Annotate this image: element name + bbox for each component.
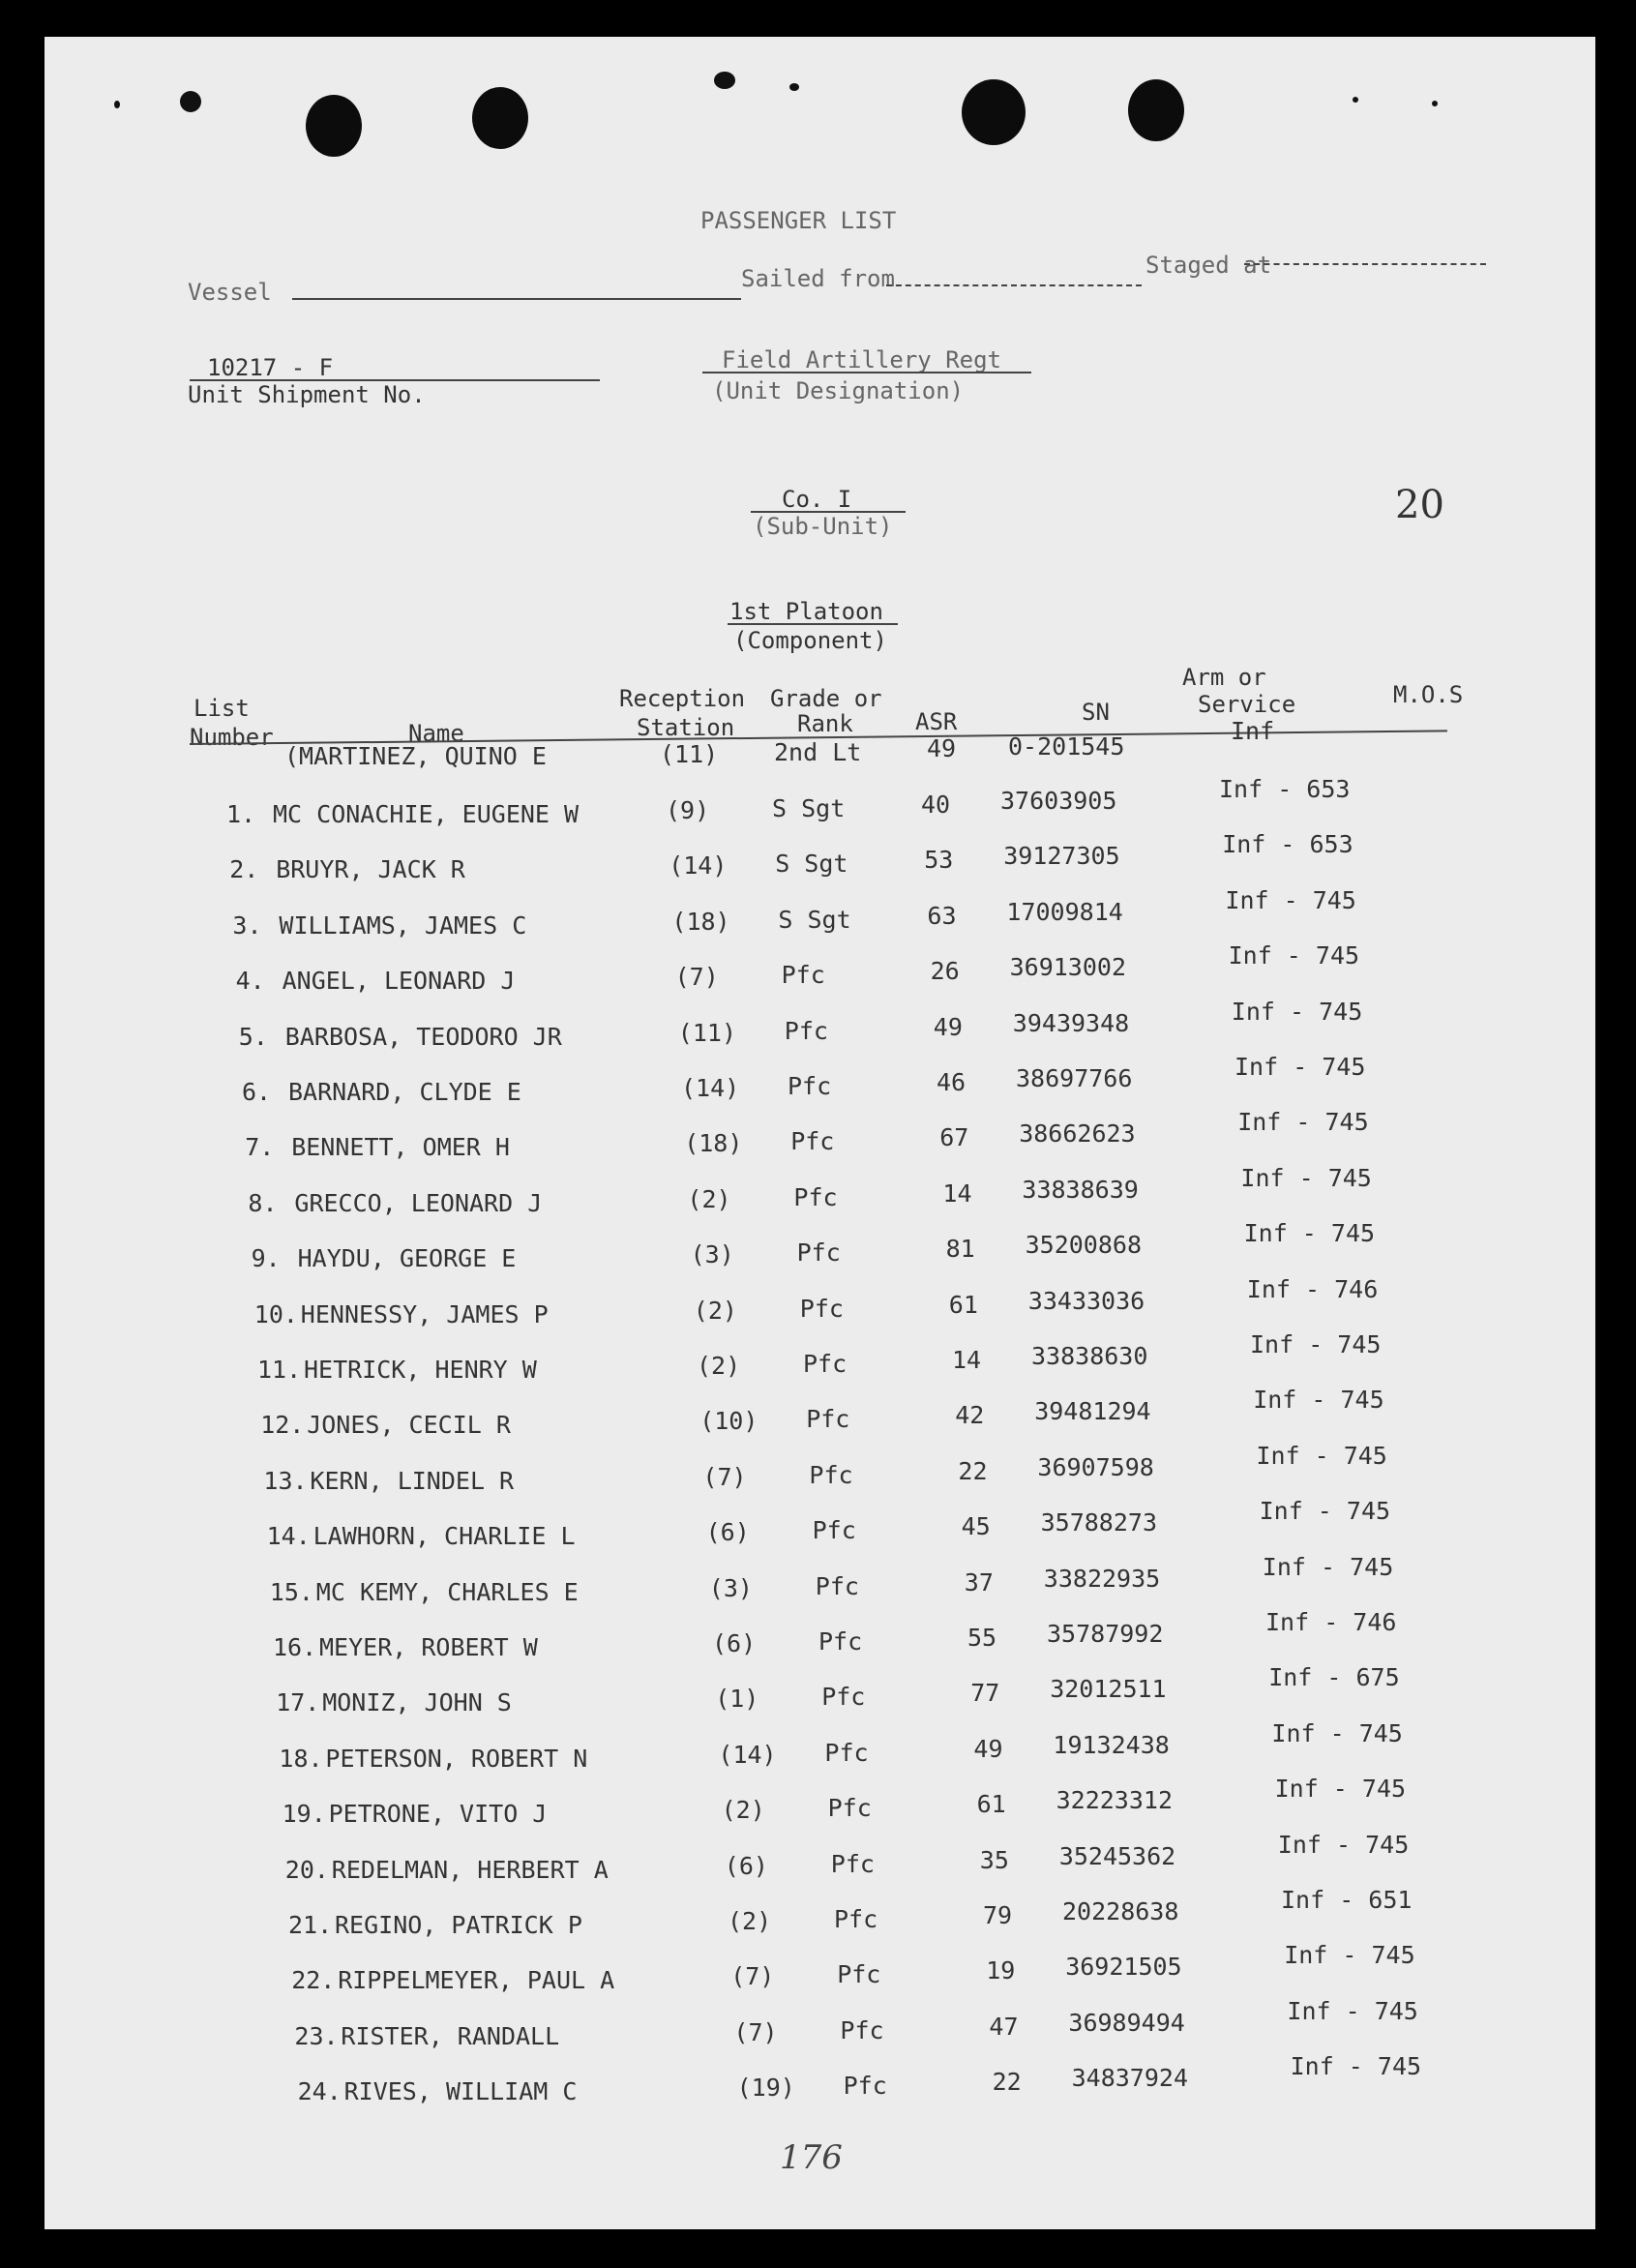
col-station: Station: [637, 714, 735, 741]
unit-designation-label: (Unit Designation): [712, 377, 965, 404]
officer-grade: 2nd Lt: [774, 738, 862, 766]
row-sn: 38697766: [1016, 1064, 1133, 1092]
component-label: (Component): [733, 627, 887, 654]
row-asr: 61: [948, 1290, 978, 1319]
row-station: (3): [708, 1573, 753, 1602]
vessel-line: [292, 298, 741, 300]
row-sn: 39127305: [1003, 842, 1120, 871]
row-number: 15.: [269, 1577, 313, 1606]
row-grade: Pfc: [799, 1294, 844, 1323]
row-sn: 39481294: [1034, 1397, 1151, 1426]
row-sn: 35788273: [1040, 1508, 1158, 1537]
row-number: 10.: [253, 1299, 298, 1328]
row-arm: Inf - 745: [1228, 941, 1360, 970]
unit-shipment-label: Unit Shipment No.: [188, 381, 426, 408]
row-number: 11.: [257, 1356, 302, 1384]
row-station: (2): [721, 1796, 765, 1825]
row-number: 3.: [232, 910, 262, 940]
row-station: (2): [687, 1184, 731, 1213]
row-station: (7): [733, 2017, 778, 2046]
row-grade: Pfc: [837, 1960, 881, 1989]
ink-speck: [714, 72, 735, 89]
staged-at-label: Staged at: [1145, 252, 1272, 279]
officer-station: (11): [660, 740, 719, 768]
officer-arm: Inf: [1231, 717, 1275, 745]
row-number: 9.: [251, 1244, 281, 1273]
ink-speck: [1432, 101, 1438, 106]
row-arm: Inf - 746: [1246, 1274, 1379, 1303]
row-asr: 47: [989, 2012, 1019, 2041]
officer-sn: 0-201545: [1008, 732, 1125, 761]
punch-hole: [306, 95, 362, 157]
col-name: Name: [408, 720, 464, 747]
row-arm: Inf - 745: [1271, 1718, 1403, 1747]
row-asr: 14: [952, 1346, 982, 1374]
row-number: 12.: [260, 1411, 305, 1440]
col-reception: Reception: [619, 685, 746, 712]
row-grade: Pfc: [806, 1405, 850, 1434]
row-number: 23.: [294, 2021, 339, 2050]
row-number: 24.: [297, 2077, 342, 2106]
row-asr: 14: [942, 1179, 972, 1208]
row-station: (19): [736, 2074, 795, 2103]
officer-asr: 49: [927, 734, 957, 762]
row-grade: Pfc: [803, 1350, 848, 1378]
row-grade: Pfc: [830, 1849, 875, 1878]
component-line: [728, 623, 898, 625]
sub-unit-label: (Sub-Unit): [753, 513, 893, 540]
row-arm: Inf - 746: [1265, 1608, 1397, 1636]
row-asr: 46: [937, 1068, 967, 1096]
row-name: MC CONACHIE, EUGENE W: [273, 800, 580, 828]
row-grade: S Sgt: [775, 850, 848, 879]
ink-speck: [789, 83, 799, 91]
row-name: PETRONE, VITO J: [328, 1800, 548, 1829]
row-sn: 33838639: [1022, 1175, 1139, 1204]
row-grade: Pfc: [818, 1627, 863, 1656]
row-asr: 61: [976, 1790, 1006, 1819]
sailed-from-label: Sailed from: [741, 265, 895, 292]
vessel-label: Vessel: [188, 279, 272, 306]
row-station: (7): [730, 1962, 775, 1991]
row-station: (2): [693, 1296, 737, 1325]
row-arm: Inf - 653: [1222, 830, 1353, 859]
row-asr: 53: [924, 846, 954, 875]
row-number: 2.: [229, 855, 259, 884]
row-asr: 40: [921, 791, 951, 819]
row-name: HENNESSY, JAMES P: [300, 1299, 549, 1328]
row-arm: Inf - 653: [1219, 775, 1351, 803]
unit-designation: Field Artillery Regt: [722, 346, 1001, 373]
row-grade: Pfc: [788, 1072, 832, 1100]
row-grade: Pfc: [793, 1182, 838, 1211]
row-number: 7.: [245, 1133, 275, 1162]
row-asr: 67: [939, 1123, 969, 1152]
row-asr: 45: [961, 1512, 991, 1541]
row-number: 1.: [226, 800, 256, 828]
row-name: HETRICK, HENRY W: [304, 1356, 537, 1384]
row-asr: 49: [973, 1734, 1003, 1763]
row-sn: 35787992: [1047, 1620, 1164, 1648]
row-sn: 34837924: [1071, 2064, 1189, 2093]
row-asr: 77: [970, 1679, 1000, 1708]
col-asr: ASR: [915, 708, 958, 735]
row-station: (10): [699, 1407, 759, 1436]
row-arm: Inf - 745: [1259, 1497, 1391, 1526]
sailed-from-line: [886, 284, 1142, 286]
row-name: BRUYR, JACK R: [276, 855, 465, 884]
punch-hole: [1128, 79, 1184, 141]
col-list: List: [193, 695, 250, 722]
row-asr: 42: [955, 1401, 985, 1430]
row-station: (1): [715, 1685, 759, 1714]
row-station: (9): [666, 796, 710, 824]
row-number: 19.: [282, 1800, 326, 1829]
row-name: MEYER, ROBERT W: [319, 1633, 538, 1661]
row-station: (14): [681, 1074, 740, 1102]
row-sn: 32223312: [1056, 1786, 1174, 1815]
row-arm: Inf - 745: [1243, 1219, 1376, 1248]
row-number: 22.: [291, 1966, 336, 1995]
row-asr: 49: [933, 1012, 963, 1041]
row-asr: 22: [992, 2068, 1022, 2097]
row-arm: Inf - 745: [1250, 1330, 1382, 1358]
row-sn: 36989494: [1068, 2008, 1185, 2037]
row-name: RIPPELMEYER, PAUL A: [338, 1966, 615, 1995]
punch-hole: [962, 79, 1026, 145]
row-grade: Pfc: [796, 1238, 841, 1268]
col-grade: Grade or: [770, 685, 882, 712]
col-sn: SN: [1082, 699, 1110, 726]
sub-unit: Co. I: [782, 486, 852, 513]
ink-speck: [114, 101, 120, 108]
row-station: (6): [724, 1851, 768, 1880]
row-name: REDELMAN, HERBERT A: [331, 1855, 609, 1884]
staged-at-line: [1244, 263, 1486, 265]
col-rank: Rank: [797, 710, 853, 737]
row-arm: Inf - 745: [1240, 1163, 1372, 1192]
row-grade: Pfc: [821, 1683, 866, 1712]
row-number: 14.: [266, 1522, 311, 1551]
row-sn: 19132438: [1053, 1730, 1170, 1759]
row-station: (18): [671, 907, 730, 936]
punch-hole: [472, 87, 528, 149]
row-arm: Inf - 745: [1225, 885, 1356, 914]
row-number: 13.: [263, 1466, 308, 1495]
row-grade: Pfc: [843, 2072, 887, 2101]
row-arm: Inf - 745: [1262, 1552, 1394, 1581]
row-grade: S Sgt: [778, 905, 851, 934]
row-grade: Pfc: [827, 1794, 872, 1823]
row-sn: 36907598: [1037, 1452, 1154, 1481]
row-asr: 22: [958, 1456, 988, 1485]
row-sn: 35200868: [1025, 1231, 1143, 1260]
row-name: REGINO, PATRICK P: [335, 1911, 582, 1939]
row-station: (7): [702, 1462, 747, 1491]
row-arm: Inf - 745: [1290, 2052, 1422, 2081]
row-sn: 33822935: [1043, 1564, 1161, 1593]
row-grade: Pfc: [834, 1905, 878, 1933]
row-name: BARNARD, CLYDE E: [288, 1078, 521, 1106]
row-grade: Pfc: [784, 1016, 828, 1045]
row-arm: Inf - 675: [1268, 1663, 1400, 1692]
page-number: 20: [1395, 483, 1444, 527]
row-station: (2): [697, 1352, 741, 1380]
row-sn: 37603905: [1000, 787, 1117, 815]
row-sn: 36921505: [1065, 1953, 1182, 1982]
row-grade: Pfc: [840, 2015, 884, 2044]
col-arm-or: Arm or: [1182, 664, 1266, 691]
row-sn: 38662623: [1019, 1119, 1136, 1149]
officer-name: (MARTINEZ, QUINO E: [284, 742, 547, 770]
row-asr: 35: [979, 1845, 1009, 1874]
row-number: 17.: [276, 1688, 320, 1717]
row-number: 18.: [279, 1744, 323, 1773]
row-asr: 81: [945, 1235, 975, 1264]
row-asr: 79: [983, 1901, 1013, 1929]
row-station: (11): [677, 1018, 737, 1047]
row-sn: 39439348: [1012, 1008, 1130, 1037]
row-grade: S Sgt: [772, 794, 846, 822]
row-name: LAWHORN, CHARLIE L: [312, 1522, 576, 1551]
col-service: Service: [1198, 691, 1296, 718]
row-grade: Pfc: [815, 1571, 859, 1600]
row-grade: Pfc: [812, 1516, 856, 1545]
row-station: (2): [728, 1907, 772, 1935]
row-grade: Pfc: [809, 1460, 853, 1489]
row-asr: 55: [967, 1624, 997, 1652]
row-arm: Inf - 745: [1231, 997, 1363, 1026]
ink-speck: [1353, 97, 1358, 103]
row-sn: 17009814: [1006, 897, 1123, 926]
unit-designation-line: [702, 372, 1031, 373]
row-number: 21.: [288, 1911, 333, 1939]
row-name: BARBOSA, TEODORO JR: [284, 1022, 562, 1051]
row-station: (6): [712, 1629, 757, 1657]
row-grade: Pfc: [824, 1738, 869, 1767]
row-station: (14): [669, 851, 728, 880]
row-station: (7): [674, 963, 719, 992]
row-arm: Inf - 651: [1281, 1886, 1413, 1914]
document-title: PASSENGER LIST: [700, 207, 897, 234]
row-name: MONIZ, JOHN S: [322, 1688, 512, 1717]
handwritten-number: 176: [780, 2138, 843, 2177]
col-number: Number: [190, 724, 274, 751]
row-arm: Inf - 745: [1253, 1386, 1384, 1415]
row-asr: 37: [964, 1567, 994, 1597]
row-number: 16.: [273, 1633, 317, 1661]
row-sn: 33838630: [1031, 1342, 1148, 1370]
row-name: PETERSON, ROBERT N: [325, 1744, 588, 1773]
row-number: 4.: [235, 967, 265, 996]
row-sn: 33433036: [1027, 1286, 1145, 1315]
row-name: ANGEL, LEONARD J: [282, 967, 516, 996]
row-name: GRECCO, LEONARD J: [294, 1188, 543, 1217]
col-mos: M.O.S: [1393, 681, 1464, 708]
row-name: JONES, CECIL R: [307, 1411, 511, 1440]
ink-speck: [180, 91, 201, 112]
row-name: MC KEMY, CHARLES E: [315, 1577, 579, 1606]
row-name: BENNETT, OMER H: [291, 1133, 510, 1162]
row-sn: 20228638: [1062, 1897, 1179, 1925]
row-grade: Pfc: [790, 1127, 835, 1156]
row-name: RISTER, RANDALL: [341, 2021, 560, 2050]
row-station: (14): [718, 1740, 777, 1769]
row-asr: 19: [986, 1956, 1016, 1985]
row-arm: Inf - 745: [1237, 1108, 1369, 1137]
row-sn: 35245362: [1058, 1841, 1176, 1870]
row-number: 6.: [242, 1078, 272, 1106]
document-page: [45, 37, 1595, 2229]
row-asr: 63: [927, 901, 957, 930]
row-number: 5.: [238, 1022, 268, 1051]
row-grade: Pfc: [781, 961, 825, 990]
row-asr: 26: [930, 957, 960, 986]
row-arm: Inf - 745: [1277, 1830, 1410, 1859]
row-arm: Inf - 745: [1284, 1941, 1415, 1970]
row-number: 8.: [248, 1188, 278, 1217]
row-arm: Inf - 745: [1234, 1053, 1366, 1081]
row-arm: Inf - 745: [1256, 1441, 1387, 1470]
unit-shipment-number: 10217 - F: [207, 354, 334, 381]
row-station: (18): [684, 1129, 743, 1158]
row-name: RIVES, WILLIAM C: [343, 2077, 578, 2106]
row-sn: 36913002: [1009, 953, 1127, 982]
row-station: (3): [690, 1240, 734, 1269]
row-sn: 32012511: [1050, 1675, 1167, 1704]
component: 1st Platoon: [729, 598, 883, 625]
row-number: 20.: [284, 1855, 329, 1884]
row-station: (6): [705, 1518, 750, 1547]
row-name: HAYDU, GEORGE E: [297, 1244, 517, 1273]
row-name: KERN, LINDEL R: [310, 1466, 515, 1495]
row-arm: Inf - 745: [1274, 1775, 1407, 1804]
row-name: WILLIAMS, JAMES C: [279, 910, 527, 940]
row-arm: Inf - 745: [1287, 1996, 1418, 2025]
